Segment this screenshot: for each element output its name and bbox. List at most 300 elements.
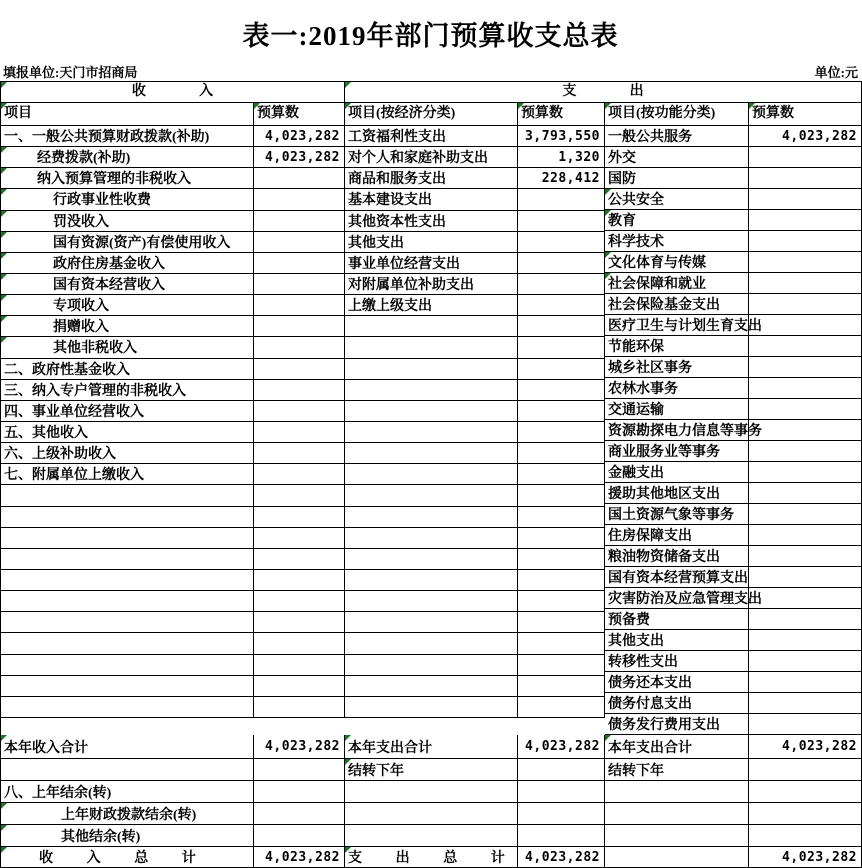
- summary-row: [1, 735, 862, 759]
- economic-item-label: [345, 147, 518, 168]
- income-group-label: 收入: [131, 84, 267, 99]
- functional-item-label-text: 国有资本经营预算支出: [608, 571, 748, 586]
- summary-value-cell: [518, 759, 605, 781]
- functional-item-label-text: 灾害防治及应急管理支出: [608, 592, 762, 607]
- economic-item-label: [345, 697, 518, 718]
- col-header-label: 预算数: [521, 106, 563, 121]
- functional-row: [605, 378, 862, 399]
- functional-row: [605, 462, 862, 483]
- excel-flag-icon: [345, 82, 351, 88]
- summary-value-cell: [749, 735, 862, 759]
- functional-item-value: [749, 462, 862, 483]
- summary-value-cell: [749, 781, 862, 803]
- functional-item-label-text: 国防: [608, 172, 636, 187]
- income-economic-row: [1, 316, 605, 337]
- economic-item-label-text: 商品和服务支出: [348, 172, 446, 188]
- income-item-value-text: 4,023,282: [265, 128, 340, 144]
- functional-item-label: [605, 609, 749, 630]
- income-item-label: [1, 443, 254, 464]
- economic-item-value: [518, 189, 605, 210]
- income-item-value: [254, 253, 345, 274]
- summary-table: [1, 735, 862, 868]
- functional-item-value: [749, 378, 862, 399]
- functional-item-label-text: 其他支出: [608, 634, 664, 649]
- functional-item-label: [605, 483, 749, 504]
- functional-item-label: [605, 252, 749, 273]
- functional-item-value: [749, 588, 862, 609]
- economic-item-label-text: 对个人和家庭补助支出: [348, 151, 488, 167]
- summary-label-cell-text: 上年财政拨款结余(转): [61, 807, 197, 823]
- excel-flag-icon: [605, 252, 611, 258]
- income-economic-row: [1, 507, 605, 528]
- functional-row: [605, 441, 862, 462]
- income-item-label: [1, 633, 254, 654]
- income-economic-row: [1, 147, 605, 168]
- functional-item-value: [749, 189, 862, 210]
- income-item-label-text: 罚没收入: [53, 214, 109, 230]
- excel-flag-icon: [345, 847, 351, 853]
- economic-item-value-text: 228,412: [541, 170, 600, 186]
- functional-item-label: [605, 714, 749, 735]
- summary-row: [1, 847, 862, 868]
- functional-row: [605, 693, 862, 714]
- economic-item-value: [518, 359, 605, 380]
- income-economic-row: [1, 676, 605, 697]
- functional-item-label-text: 交通运输: [608, 403, 664, 418]
- economic-item-value: [518, 464, 605, 485]
- col-header-functional-item: [605, 103, 749, 126]
- excel-flag-icon: [518, 103, 524, 109]
- functional-item-label-text: 资源勘探电力信息等事务: [608, 424, 762, 439]
- functional-item-value: [749, 210, 862, 231]
- functional-row: [605, 231, 862, 252]
- functional-row: [605, 168, 862, 189]
- income-item-label-text: 五、其他收入: [4, 426, 88, 442]
- economic-item-value: [518, 697, 605, 718]
- income-economic-row: [1, 189, 605, 210]
- income-economic-row: [1, 464, 605, 485]
- income-item-label: [1, 570, 254, 591]
- excel-flag-icon: [1, 295, 7, 301]
- col-header-label: 项目(按功能分类): [608, 106, 716, 121]
- income-item-label-text: 二、政府性基金收入: [4, 362, 130, 378]
- functional-item-value: [749, 147, 862, 168]
- expense-group-label: 支出: [562, 84, 697, 99]
- summary-label-cell-text: 结转下年: [348, 763, 404, 779]
- income-item-label-text: 国有资源(资产)有偿使用收入: [53, 235, 231, 251]
- income-economic-row: [1, 655, 605, 676]
- economic-item-label: [345, 570, 518, 591]
- functional-row: [605, 294, 862, 315]
- functional-item-label: [605, 189, 749, 210]
- economic-item-value: [518, 380, 605, 401]
- summary-value-cell-text: 4,023,282: [782, 849, 857, 865]
- income-item-value: [254, 337, 345, 358]
- income-item-value: [254, 697, 345, 718]
- economic-item-label: [345, 633, 518, 654]
- functional-item-value: [749, 630, 862, 651]
- functional-item-label: [605, 168, 749, 189]
- economic-item-label: [345, 337, 518, 358]
- functional-item-value: [749, 126, 862, 147]
- summary-label-cell-text: 收入总计: [39, 851, 230, 866]
- income-item-label-text: 六、上级补助收入: [4, 447, 116, 463]
- economic-item-value: [518, 147, 605, 168]
- functional-item-value: [749, 693, 862, 714]
- excel-flag-icon: [1, 337, 7, 343]
- income-economic-row: [1, 380, 605, 401]
- excel-flag-icon: [1, 103, 7, 109]
- functional-item-label: [605, 126, 749, 147]
- income-item-label-text: 四、事业单位经营收入: [4, 404, 144, 420]
- economic-item-label-text: 上缴上级支出: [348, 299, 432, 315]
- excel-flag-icon: [1, 803, 7, 809]
- economic-item-value: [518, 316, 605, 337]
- income-item-value: [254, 168, 345, 189]
- economic-item-value: [518, 211, 605, 232]
- income-item-value: [254, 232, 345, 253]
- income-item-label-text: 捐赠收入: [53, 320, 109, 336]
- functional-item-label: [605, 210, 749, 231]
- income-item-label: [1, 655, 254, 676]
- meta-row: [0, 62, 861, 81]
- functional-item-label-text: 社会保障和就业: [608, 277, 706, 292]
- functional-item-label-text: 一般公共服务: [608, 130, 692, 145]
- income-item-label: [1, 549, 254, 570]
- summary-value-cell: [254, 825, 345, 847]
- functional-item-value: [749, 399, 862, 420]
- economic-item-value: [518, 570, 605, 591]
- income-economic-row: [1, 633, 605, 654]
- functional-row: [605, 399, 862, 420]
- functional-row: [605, 357, 862, 378]
- economic-item-label: [345, 507, 518, 528]
- income-item-label: [1, 612, 254, 633]
- economic-item-value: [518, 676, 605, 697]
- income-item-label: [1, 697, 254, 718]
- economic-item-value: [518, 443, 605, 464]
- functional-item-label-text: 金融支出: [608, 466, 664, 481]
- summary-row: [1, 781, 862, 803]
- functional-row: [605, 588, 862, 609]
- income-item-value-text: 4,023,282: [265, 149, 340, 165]
- income-item-label-text: 其他非税收入: [53, 341, 137, 357]
- functional-row: [605, 189, 862, 210]
- functional-row: [605, 672, 862, 693]
- functional-item-label-text: 援助其他地区支出: [608, 487, 720, 502]
- functional-item-label-text: 文化体育与传媒: [608, 256, 706, 271]
- summary-label-cell: [1, 847, 254, 868]
- functional-item-value: [749, 567, 862, 588]
- functional-item-label: [605, 231, 749, 252]
- summary-value-cell: [749, 825, 862, 847]
- functional-item-value: [749, 714, 862, 735]
- economic-item-label: [345, 126, 518, 147]
- col-header-label: 预算数: [257, 106, 299, 121]
- summary-value-cell: [749, 759, 862, 781]
- income-item-value: [254, 295, 345, 316]
- income-item-label: [1, 295, 254, 316]
- income-item-label-text: 三、纳入专户管理的非税收入: [4, 383, 186, 399]
- summary-label-cell-text: 支出总计: [348, 851, 539, 866]
- income-economic-table: [1, 126, 605, 718]
- column-header-row: [1, 103, 862, 126]
- economic-item-value-text: 1,320: [558, 149, 600, 165]
- income-economic-row: [1, 274, 605, 295]
- summary-label-cell-text: 其他结余(转): [61, 829, 141, 845]
- summary-label-cell: [1, 735, 254, 759]
- functional-item-label: [605, 567, 749, 588]
- excel-flag-icon: [1, 735, 7, 741]
- income-item-value: [254, 549, 345, 570]
- income-economic-row: [1, 422, 605, 443]
- functional-row: [605, 651, 862, 672]
- income-item-label: [1, 147, 254, 168]
- income-item-label: [1, 126, 254, 147]
- functional-row: [605, 546, 862, 567]
- functional-row: [605, 714, 862, 735]
- summary-value-cell-text: 4,023,282: [525, 739, 600, 754]
- income-item-label: [1, 253, 254, 274]
- income-item-value: [254, 380, 345, 401]
- income-economic-row: [1, 359, 605, 380]
- economic-item-label: [345, 422, 518, 443]
- unit-label: 单位:元: [814, 65, 858, 80]
- income-item-value: [254, 655, 345, 676]
- col-header-income-item: [1, 103, 254, 126]
- income-item-label: [1, 359, 254, 380]
- income-item-label: [1, 507, 254, 528]
- group-header-row: [1, 82, 862, 103]
- income-item-label: [1, 380, 254, 401]
- economic-item-label: [345, 274, 518, 295]
- economic-item-label-text: 事业单位经营支出: [348, 256, 460, 272]
- income-economic-row: [1, 253, 605, 274]
- functional-row: [605, 126, 862, 147]
- functional-item-label: [605, 357, 749, 378]
- economic-item-label: [345, 485, 518, 506]
- income-item-value: [254, 591, 345, 612]
- excel-flag-icon: [1, 274, 7, 280]
- excel-flag-icon: [254, 103, 260, 109]
- functional-item-label: [605, 147, 749, 168]
- summary-row: [1, 759, 862, 781]
- income-item-label-text: 经费拨款(补助): [37, 151, 131, 167]
- economic-item-value: [518, 401, 605, 422]
- economic-item-label-text: 其他支出: [348, 235, 404, 251]
- functional-item-value: [749, 231, 862, 252]
- excel-flag-icon: [1, 825, 7, 831]
- economic-item-value: [518, 295, 605, 316]
- functional-item-value: [749, 546, 862, 567]
- functional-item-label: [605, 420, 762, 441]
- functional-row: [605, 504, 862, 525]
- summary-row: [1, 825, 862, 847]
- functional-item-value: [749, 420, 862, 441]
- summary-label-cell: [605, 803, 749, 825]
- income-economic-row: [1, 126, 605, 147]
- economic-item-value: [518, 507, 605, 528]
- col-header-income-budget: [254, 103, 345, 126]
- functional-item-label: [605, 462, 749, 483]
- income-item-label-text: 七、附属单位上缴收入: [4, 468, 144, 484]
- summary-label-cell: [345, 759, 518, 781]
- income-item-value: [254, 147, 345, 168]
- summary-value-cell: [254, 803, 345, 825]
- summary-value-cell: [518, 803, 605, 825]
- income-economic-row: [1, 549, 605, 570]
- functional-item-label: [605, 651, 749, 672]
- excel-flag-icon: [605, 735, 611, 741]
- summary-value-cell: [254, 759, 345, 781]
- income-item-label: [1, 401, 254, 422]
- summary-value-cell: [518, 735, 605, 759]
- income-item-value: [254, 274, 345, 295]
- page-title: 表一:2019年部门预算收支总表: [242, 21, 619, 51]
- economic-item-label-text: 对附属单位补助支出: [348, 278, 474, 294]
- reporting-unit-label: 填报单位:天门市招商局: [3, 65, 138, 80]
- functional-item-label: [605, 378, 749, 399]
- income-economic-row: [1, 485, 605, 506]
- summary-value-cell: [254, 781, 345, 803]
- functional-item-label: [605, 693, 749, 714]
- functional-item-label-text: 债务发行费用支出: [608, 718, 720, 733]
- functional-row: [605, 273, 862, 294]
- income-economic-row: [1, 295, 605, 316]
- income-item-value: [254, 316, 345, 337]
- income-item-value: [254, 211, 345, 232]
- functional-item-label-text: 粮油物资储备支出: [608, 550, 720, 565]
- economic-item-value: [518, 485, 605, 506]
- income-item-value: [254, 612, 345, 633]
- functional-item-label-text: 转移性支出: [608, 655, 678, 670]
- economic-item-label: [345, 380, 518, 401]
- functional-item-label-text: 节能环保: [608, 340, 664, 355]
- functional-item-value: [749, 315, 862, 336]
- functional-item-label: [605, 273, 749, 294]
- income-item-label: [1, 337, 254, 358]
- functional-item-label-text: 住房保障支出: [608, 529, 692, 544]
- income-economic-row: [1, 443, 605, 464]
- economic-item-label-text: 基本建设支出: [348, 193, 432, 209]
- economic-item-label: [345, 591, 518, 612]
- table-body: [1, 126, 862, 735]
- economic-item-label: [345, 295, 518, 316]
- economic-item-label-text: 工资福利性支出: [348, 130, 446, 146]
- functional-item-label-text: 农林水事务: [608, 382, 678, 397]
- functional-item-value: [749, 336, 862, 357]
- functional-item-value: [749, 357, 862, 378]
- functional-item-label-text: 教育: [608, 214, 636, 229]
- summary-label-cell: [605, 759, 749, 781]
- functional-item-label-text: 债务付息支出: [608, 697, 692, 712]
- col-header-label: 项目(按经济分类): [348, 106, 456, 121]
- income-item-label: [1, 274, 254, 295]
- economic-item-label: [345, 232, 518, 253]
- summary-value-cell: [749, 803, 862, 825]
- income-item-label: [1, 422, 254, 443]
- excel-flag-icon: [1, 253, 7, 259]
- functional-row: [605, 420, 862, 441]
- economic-item-label: [345, 316, 518, 337]
- income-item-label: [1, 189, 254, 210]
- excel-flag-icon: [1, 189, 7, 195]
- economic-item-value: [518, 591, 605, 612]
- summary-value-cell-text: 4,023,282: [782, 739, 857, 754]
- functional-item-value-text: 4,023,282: [782, 128, 857, 144]
- functional-item-label: [605, 315, 762, 336]
- summary-label-cell: [345, 803, 518, 825]
- income-economic-row: [1, 232, 605, 253]
- economic-item-value: [518, 253, 605, 274]
- excel-flag-icon: [1, 211, 7, 217]
- economic-item-label: [345, 253, 518, 274]
- economic-item-value-text: 3,793,550: [525, 128, 600, 144]
- functional-item-label-text: 城乡社区事务: [608, 361, 692, 376]
- income-item-label: [1, 168, 254, 189]
- summary-value-cell-text: 4,023,282: [265, 739, 340, 754]
- economic-item-value: [518, 126, 605, 147]
- income-item-value: [254, 464, 345, 485]
- economic-item-label: [345, 655, 518, 676]
- summary-label-cell: [1, 781, 254, 803]
- income-item-value: [254, 422, 345, 443]
- economic-item-label: [345, 359, 518, 380]
- excel-flag-icon: [605, 189, 611, 195]
- excel-flag-icon: [749, 103, 755, 109]
- col-header-economic-item: [345, 103, 518, 126]
- income-item-label-text: 政府住房基金收入: [53, 256, 165, 272]
- functional-item-label: [605, 399, 749, 420]
- economic-item-label: [345, 401, 518, 422]
- functional-row: [605, 630, 862, 651]
- functional-item-value: [749, 651, 862, 672]
- col-header-label: 预算数: [752, 106, 794, 121]
- functional-row: [605, 336, 862, 357]
- summary-value-cell: [254, 735, 345, 759]
- income-economic-row: [1, 591, 605, 612]
- economic-item-value: [518, 549, 605, 570]
- economic-item-value: [518, 528, 605, 549]
- income-item-value: [254, 485, 345, 506]
- economic-item-value: [518, 633, 605, 654]
- functional-row: [605, 210, 862, 231]
- budget-table: [0, 81, 862, 868]
- income-group-header: [1, 82, 345, 103]
- summary-label-cell: [1, 825, 254, 847]
- summary-value-cell: [749, 847, 862, 868]
- summary-label-cell-text: 八、上年结余(转): [4, 785, 112, 801]
- income-economic-row: [1, 697, 605, 718]
- functional-item-value: [749, 252, 862, 273]
- economic-item-value: [518, 655, 605, 676]
- economic-item-label: [345, 464, 518, 485]
- economic-item-label: [345, 528, 518, 549]
- income-item-value: [254, 359, 345, 380]
- excel-flag-icon: [1, 82, 7, 88]
- economic-item-value: [518, 422, 605, 443]
- functional-item-label: [605, 672, 749, 693]
- functional-item-label-text: 科学技术: [608, 235, 664, 250]
- summary-value-cell-text: 4,023,282: [265, 849, 340, 865]
- functional-table: [605, 126, 862, 735]
- functional-item-label: [605, 630, 749, 651]
- functional-item-value: [749, 672, 862, 693]
- income-item-label: [1, 211, 254, 232]
- summary-value-cell-text: 4,023,282: [525, 849, 600, 865]
- economic-item-label: [345, 676, 518, 697]
- income-item-value: [254, 633, 345, 654]
